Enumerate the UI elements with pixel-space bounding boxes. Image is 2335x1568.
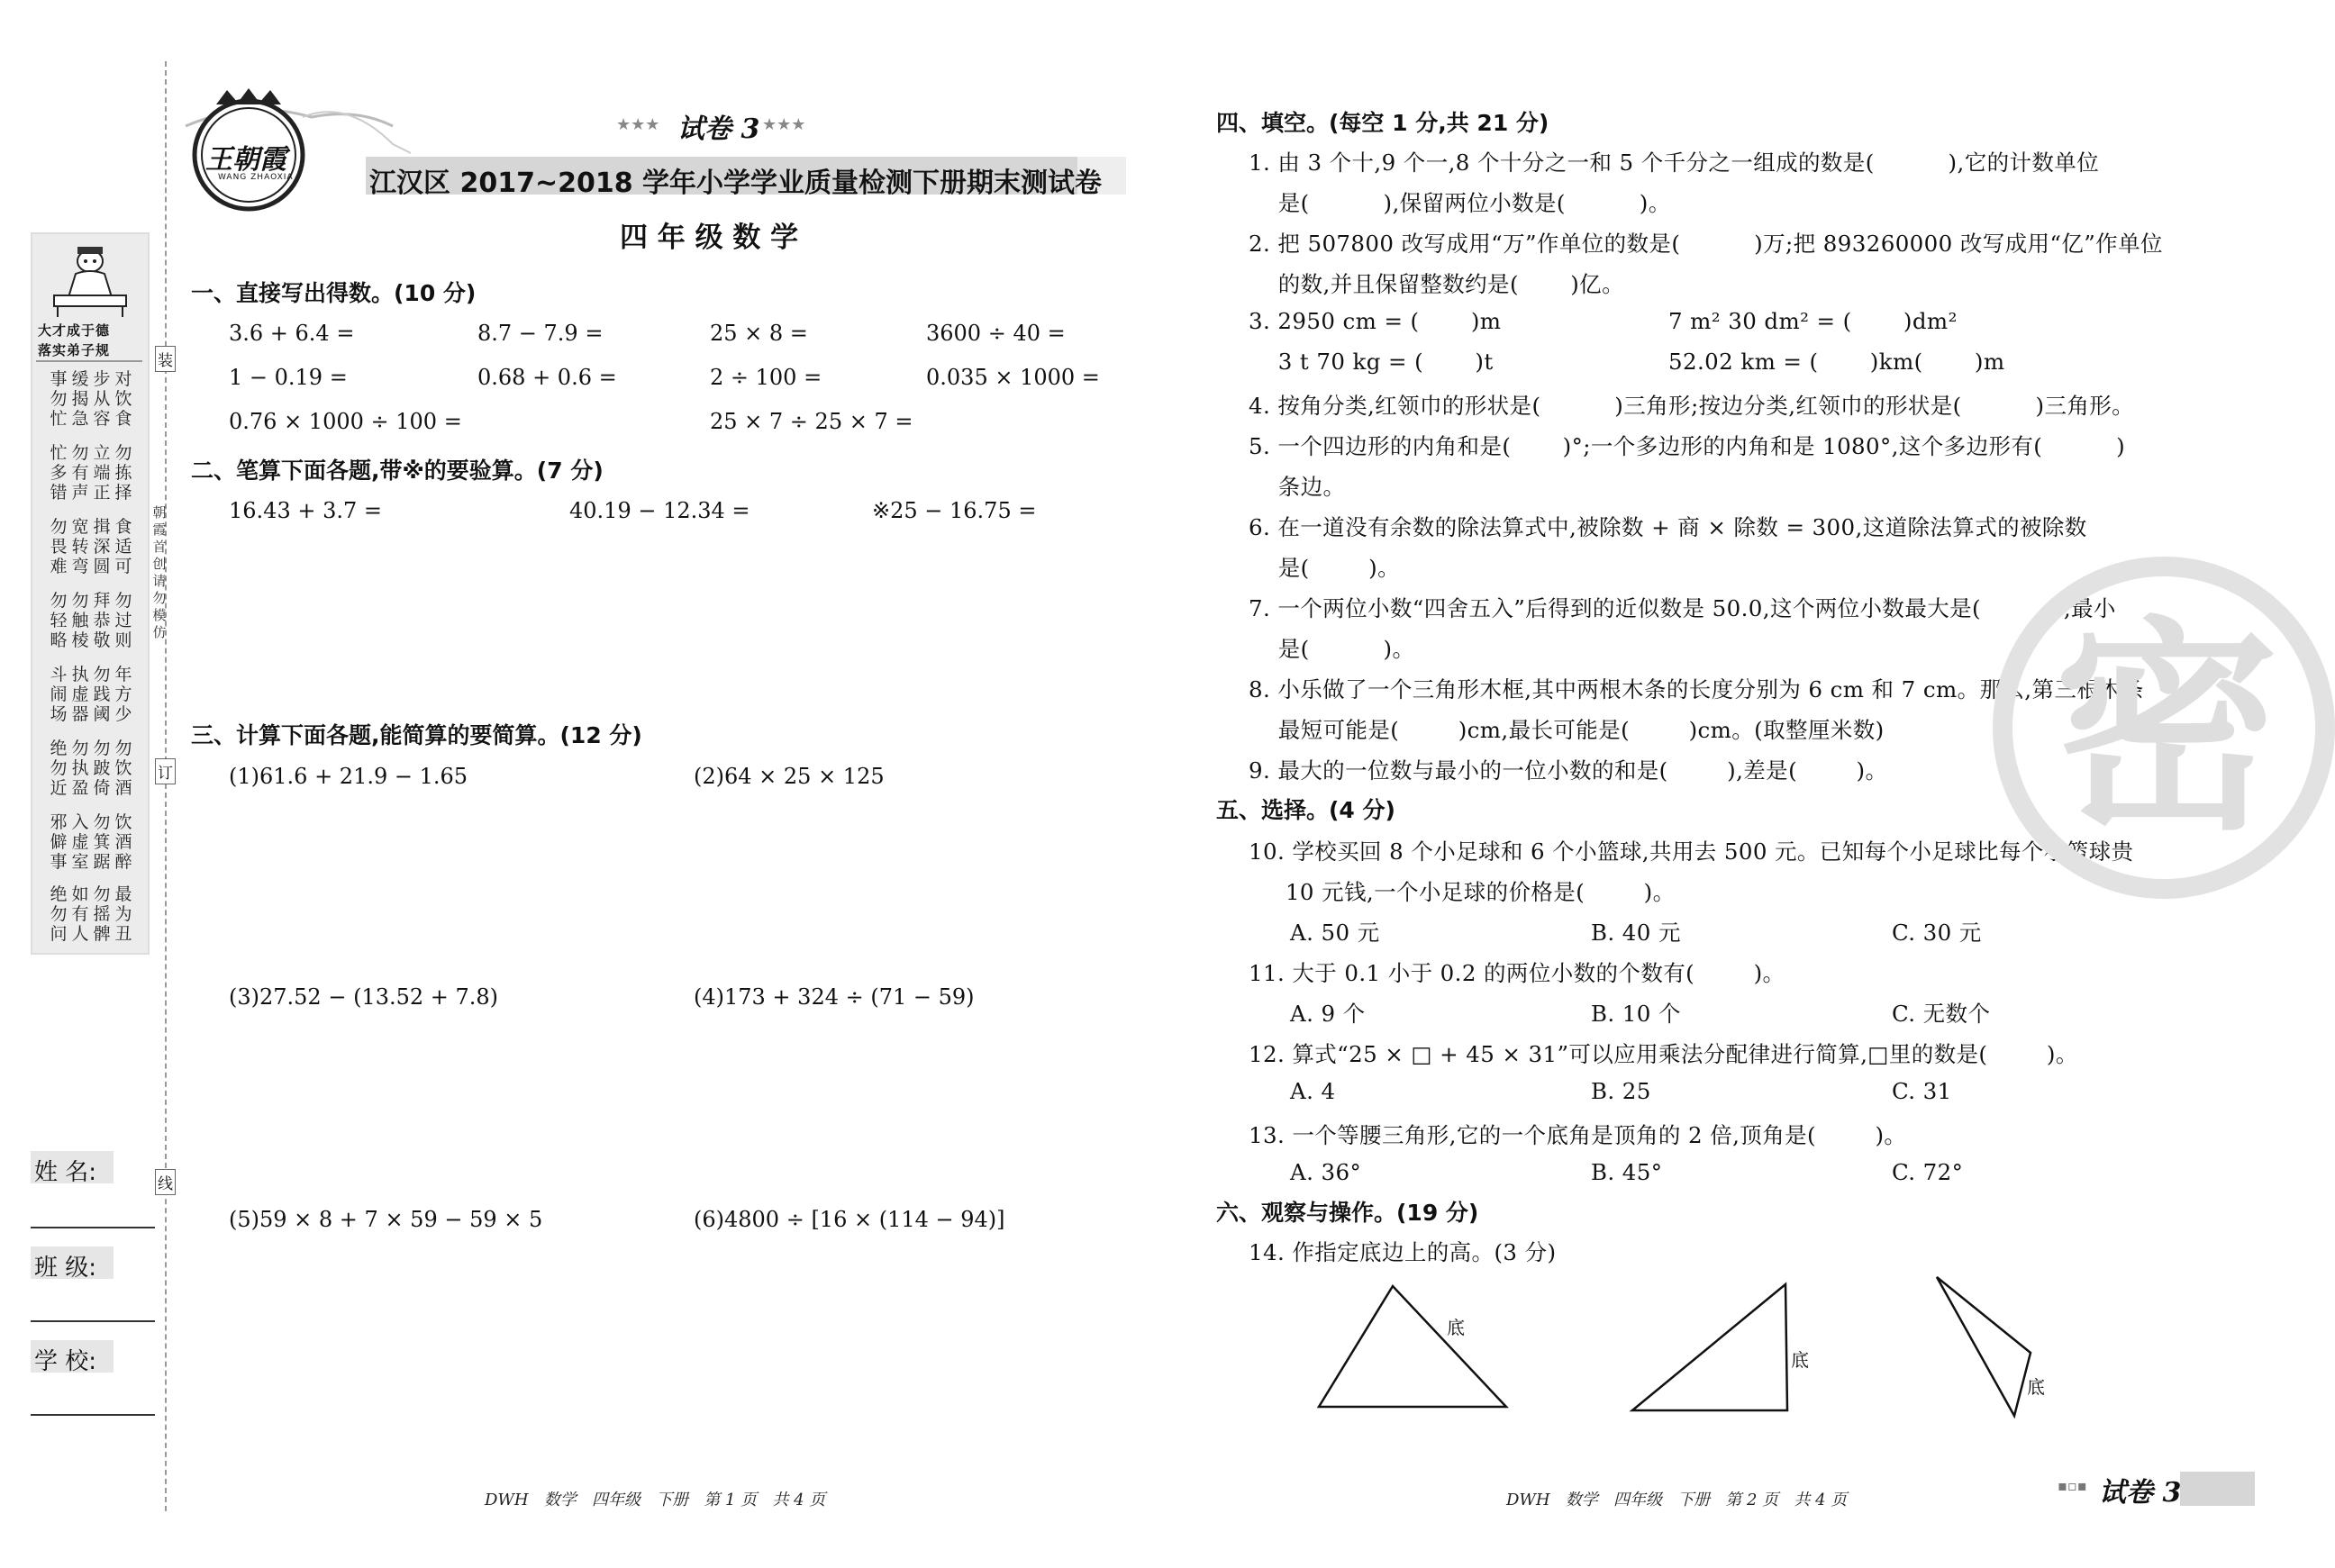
left-page-footer: DWH 数学 四年级 下册 第 1 页 共 4 页 [485,1491,826,1509]
oral-item: 0.035 × 1000 = [926,365,1100,390]
fill-q1: 1. 由 3 个十,9 个一,8 个十分之一和 5 个千分之一组成的数是( ),它的计数单位 [1249,150,2100,176]
choice-option[interactable]: A. 9 个 [1290,1001,1366,1027]
motto-column: 如有人 [71,884,89,944]
simplify-item: (4)173 + 324 ÷ (71 − 59) [694,984,975,1010]
motto-column: 饮酒醉 [114,812,132,872]
corner-tag-bar [2180,1472,2255,1506]
triangle-3 [1937,1277,2031,1416]
motto-column: 勿跛倚 [93,739,111,798]
oral-item: 1 − 0.19 = [229,365,348,390]
name-label: 姓 名: [34,1159,97,1186]
logo-ribbon [177,90,1131,225]
motto-column: 最为丑 [114,884,132,944]
oral-item: 3600 ÷ 40 = [926,321,1066,346]
fill-q9: 9. 最大的一位数与最小的一位小数的和是( ),差是( )。 [1249,757,1888,784]
triangle-figures [1306,1270,2072,1423]
subject-title: 四 年 级 数 学 [620,222,799,254]
choice-option[interactable]: B. 25 [1591,1078,1651,1104]
motto-column: 忙多错 [50,443,68,503]
motto-column: 勿触棱 [71,591,89,650]
simplify-item: (6)4800 ÷ [16 × (114 − 94)] [694,1207,1005,1232]
logo-text: 王朝霞 [205,144,286,176]
oral-item: 25 × 8 = [710,321,808,346]
fill-q7: 7. 一个两位小数“四舍五入”后得到的近似数是 50.0,这个两位小数最大是( ),最小 [1249,595,2116,621]
fill-q1-cont: 是( ),保留两位小数是( )。 [1249,190,1671,216]
right-page-footer: DWH 数学 四年级 下册 第 2 页 共 4 页 [1506,1491,1848,1509]
choice-option[interactable]: B. 45° [1591,1159,1663,1185]
motto-column: 年方少 [114,665,132,724]
paper-tag: 试卷 3 [677,113,760,145]
motto-column: 勿箕踞 [93,812,111,872]
motto-column: 入虚室 [71,812,89,872]
choice-q11: 11. 大于 0.1 小于 0.2 的两位小数的个数有( )。 [1249,960,1785,986]
star-decoration: ★★★ [616,115,660,134]
fill-q3b: 7 m² 30 dm² = ( )dm² [1668,308,1958,334]
motto-column: 执虚器 [71,665,89,724]
fill-q4: 4. 按角分类,红领巾的形状是( )三角形;按边分类,红领巾的形状是( )三角形。 [1249,393,2135,419]
simplify-item: (2)64 × 25 × 125 [694,764,885,789]
binding-line [165,61,167,1511]
motto-top: 大才成于德 [38,322,111,339]
motto-column: 事勿忙 [50,369,68,429]
motto-column: 勿饮酒 [114,739,132,798]
motto-column: 拜恭敬 [93,591,111,650]
choice-option[interactable]: A. 36° [1290,1159,1362,1185]
choice-q10-cont: 10 元钱,一个小足球的价格是( )。 [1249,879,1676,905]
motto-column: 宽转弯 [71,517,89,576]
operation-q14: 14. 作指定底边上的高。(3 分) [1249,1239,1557,1265]
header [177,90,1131,225]
motto-column: 勿过则 [114,591,132,650]
binding-mark-ding: 订 [155,758,176,784]
motto-column: 勿践阈 [93,665,111,724]
fill-q3c: 3 t 70 kg = ( )t [1249,349,1494,375]
logo-subtext: WANG ZHAOXIA [218,173,294,182]
choice-option[interactable]: C. 72° [1892,1159,1964,1185]
motto-column: 食适可 [114,517,132,576]
choice-q12: 12. 算式“25 × □ + 45 × 31”可以应用乘法分配律进行简算,□里的数是( )。 [1249,1041,2078,1067]
choice-option[interactable]: A. 50 元 [1290,920,1380,946]
fill-q5: 5. 一个四边形的内角和是( )°;一个多边形的内角和是 1080°,这个多边形有( ) [1249,433,2126,459]
motto-column: 揖深圆 [93,517,111,576]
fill-q7-cont: 是( )。 [1249,636,1415,662]
motto-column: 勿执盈 [71,739,89,798]
section-4-title: 四、填空。(每空 1 分,共 21 分) [1216,110,1549,136]
base-label: 底 [1791,1349,1809,1371]
school-label: 学 校: [34,1348,97,1375]
simplify-item: (1)61.6 + 21.9 − 1.65 [229,764,468,789]
oral-item: 0.68 + 0.6 = [477,365,617,390]
oral-item: 8.7 − 7.9 = [477,321,604,346]
binding-mark-zhuang: 装 [155,346,176,372]
fill-q8-cont: 最短可能是( )cm,最长可能是( )cm。(取整厘米数) [1249,717,1885,743]
corner-tag: 试卷 3 [2099,1477,2182,1509]
choice-q10: 10. 学校买回 8 个小足球和 6 个小篮球,共用去 500 元。已知每个小足球比每个小篮球贵 [1249,838,2134,865]
fill-q5-cont: 条边。 [1249,474,1346,500]
motto-column: 绝勿问 [50,884,68,944]
seal-text: 密 [2054,598,2279,860]
oral-item: 25 × 7 ÷ 25 × 7 = [710,409,913,434]
school-field[interactable] [31,1414,155,1416]
section-3-title: 三、计算下面各题,能简算的要简算。(12 分) [191,722,642,748]
base-label: 底 [1447,1317,1465,1338]
motto-bottom: 落实弟子规 [38,342,111,358]
oral-item: 0.76 × 1000 ÷ 100 = [229,409,462,434]
fill-q2-cont: 的数,并且保留整数约是( )亿。 [1249,271,1624,297]
motto-panel [31,232,150,955]
choice-option[interactable]: C. 30 元 [1892,920,1982,946]
oral-item: 2 ÷ 100 = [710,365,822,390]
fill-q8: 8. 小乐做了一个三角形木框,其中两根木条的长度分别为 6 cm 和 7 cm。那么,第三根木条 [1249,676,2144,702]
base-label: 底 [2027,1376,2045,1398]
corner-tag-dots: ▪▫▪ [2058,1477,2087,1494]
motto-column: 对饮食 [114,369,132,429]
written-calc-item: 16.43 + 3.7 = [229,498,382,523]
motto-column: 绝勿近 [50,739,68,798]
motto-column: 勿轻略 [50,591,68,650]
choice-option[interactable]: B. 10 个 [1591,1001,1681,1027]
motto-column: 邪僻事 [50,812,68,872]
choice-option[interactable]: B. 40 元 [1591,920,1681,946]
choice-option[interactable]: A. 4 [1290,1078,1336,1104]
motto-column: 勿摇髀 [93,884,111,944]
copyright-note: 朝霞首创 请勿模仿 [152,504,167,640]
triangle-1 [1319,1286,1506,1407]
binding-mark-xian: 线 [155,1169,176,1195]
section-6-title: 六、观察与操作。(19 分) [1216,1200,1479,1226]
fill-q2: 2. 把 507800 改写成用“万”作单位的数是( )万;把 893260000 改写成用“亿”作单位 [1249,231,2163,257]
choice-option[interactable]: C. 无数个 [1892,1001,1991,1027]
written-calc-item: 40.19 − 12.34 = [569,498,750,523]
motto-column: 步从容 [93,369,111,429]
section-2-title: 二、笔算下面各题,带※的要验算。(7 分) [191,458,604,484]
written-calc-item: ※25 − 16.75 = [872,498,1037,523]
motto-column: 立端正 [93,443,111,503]
confidential-seal [1993,557,2335,899]
choice-option[interactable]: C. 31 [1892,1078,1952,1104]
triangle-2 [1632,1284,1787,1410]
oral-item: 3.6 + 6.4 = [229,321,355,346]
fill-q3d: 52.02 km = ( )km( )m [1668,349,2005,375]
fill-q3a: 3. 2950 cm = ( )m [1249,308,1502,334]
class-field[interactable] [31,1320,155,1322]
fill-q6: 6. 在一道没有余数的除法算式中,被除数 + 商 × 除数 = 300,这道除法算式的被除数 [1249,514,2087,540]
section-5-title: 五、选择。(4 分) [1216,797,1395,823]
simplify-item: (5)59 × 8 + 7 × 59 − 59 × 5 [229,1207,543,1232]
star-decoration: ★★★ [762,115,806,134]
motto-divider [36,360,142,362]
motto-column: 勿畏难 [50,517,68,576]
motto-column: 缓揭急 [71,369,89,429]
motto-column: 勿拣择 [114,443,132,503]
name-field[interactable] [31,1227,155,1228]
section-1-title: 一、直接写出得数。(10 分) [191,280,477,306]
motto-column: 勿有声 [71,443,89,503]
motto-column: 斗闹场 [50,665,68,724]
fill-q6-cont: 是( )。 [1249,555,1400,581]
scholar-illustration [49,241,132,319]
choice-q13: 13. 一个等腰三角形,它的一个底角是顶角的 2 倍,顶角是( )。 [1249,1122,1907,1148]
exam-title: 江汉区 2017~2018 学年小学学业质量检测下册期末测试卷 [369,168,1103,199]
class-label: 班 级: [34,1255,97,1282]
simplify-item: (3)27.52 − (13.52 + 7.8) [229,984,499,1010]
